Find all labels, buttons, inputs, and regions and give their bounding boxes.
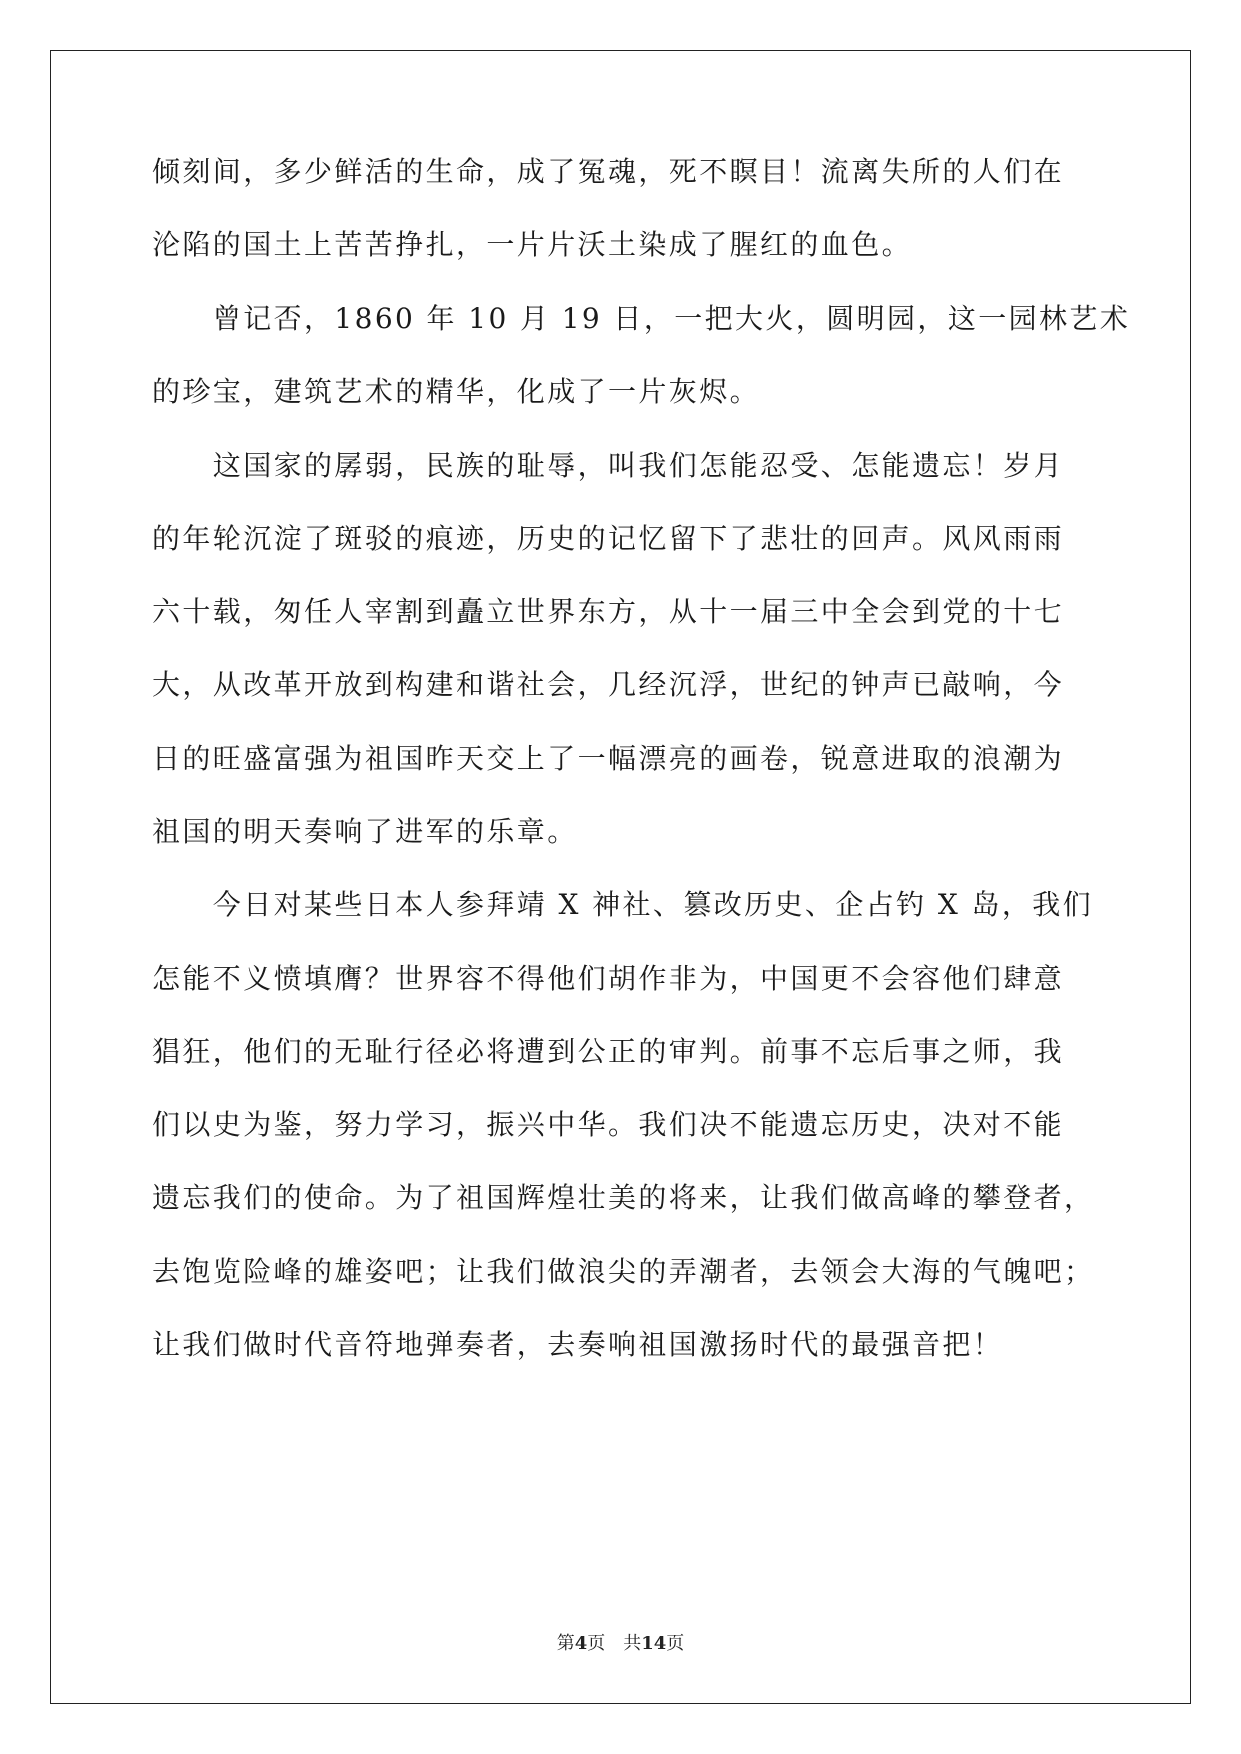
paragraph-line: 的年轮沉淀了斑驳的痕迹，历史的记忆留下了悲壮的回声。风风雨雨	[152, 522, 1065, 555]
paragraph-line: 祖国的明天奏响了进军的乐章。	[152, 815, 578, 848]
paragraph-line: 沦陷的国土上苦苦挣扎，一片片沃土染成了腥红的血色。	[152, 228, 913, 261]
paragraph-line: 们以史为鉴，努力学习，振兴中华。我们决不能遗忘历史，决对不能	[152, 1108, 1065, 1141]
paragraph-line: 大，从改革开放到构建和谐社会，几经沉浮，世纪的钟声已敲响，今	[152, 668, 1065, 701]
paragraph-line: 倾刻间，多少鲜活的生命，成了冤魂，死不瞑目！流离失所的人们在	[152, 155, 1065, 188]
paragraph-line: 遗忘我们的使命。为了祖国辉煌壮美的将来，让我们做高峰的攀登者，	[152, 1181, 1095, 1214]
paragraph-line: 的珍宝，建筑艺术的精华，化成了一片灰烬。	[152, 375, 761, 408]
paragraph-line: 日的旺盛富强为祖国昨天交上了一幅漂亮的画卷，锐意进取的浪潮为	[152, 742, 1065, 775]
paragraph-line: 今日对某些日本人参拜靖 X 神社、篡改历史、企占钓 X 岛，我们	[152, 888, 1094, 921]
paragraph-line: 去饱览险峰的雄姿吧；让我们做浪尖的弄潮者，去领会大海的气魄吧；	[152, 1255, 1095, 1288]
page-number: 第4页	[556, 1633, 606, 1654]
paragraph-line: 这国家的孱弱，民族的耻辱，叫我们怎能忍受、怎能遗忘！岁月	[152, 449, 1065, 482]
page-total: 共14页	[623, 1633, 685, 1654]
paragraph-line: 怎能不义愤填膺？世界容不得他们胡作非为，中国更不会容他们肆意	[152, 962, 1065, 995]
paragraph-line: 让我们做时代音符地弹奏者，去奏响祖国激扬时代的最强音把！	[152, 1328, 1004, 1361]
page-footer	[0, 1632, 1241, 1656]
paragraph-line: 六十载，匆任人宰割到矗立世界东方，从十一届三中全会到党的十七	[152, 595, 1065, 628]
paragraph-line: 猖狂，他们的无耻行径必将遭到公正的审判。前事不忘后事之师，我	[152, 1035, 1065, 1068]
paragraph-line: 曾记否，1860 年 10 月 19 日，一把大火，圆明园，这一园林艺术	[152, 302, 1131, 335]
